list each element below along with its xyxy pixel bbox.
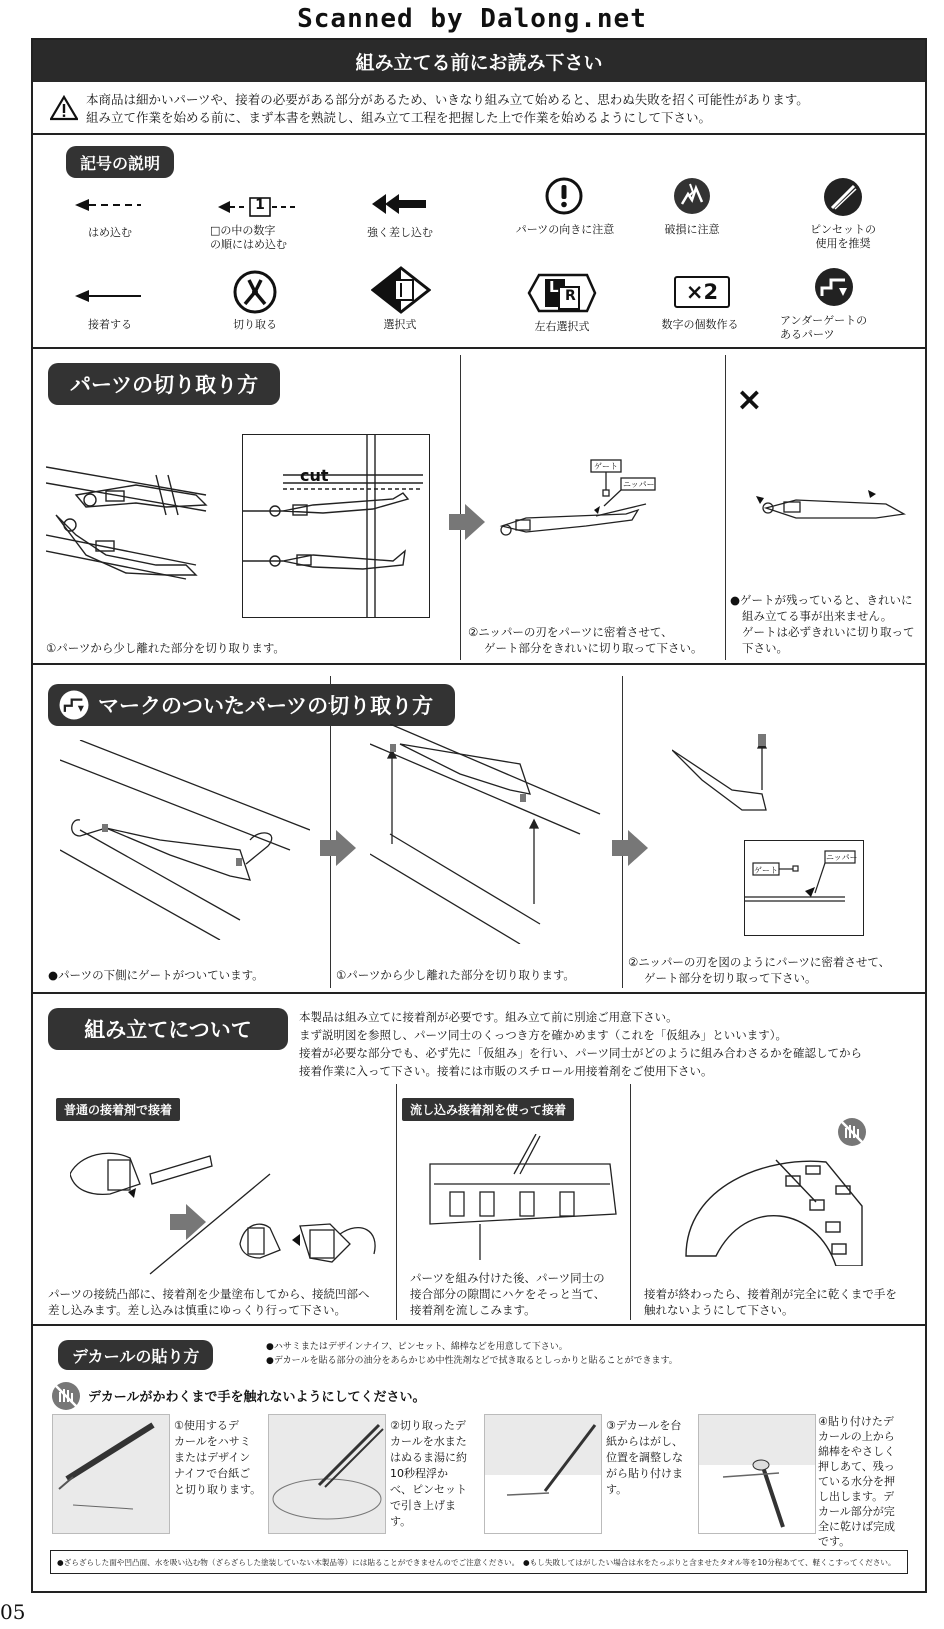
- divider: [31, 133, 927, 135]
- assembly-intro: [299, 1008, 919, 1080]
- marked-step-2-line-2: ゲート部分を切り取って下さい。: [644, 971, 817, 985]
- symbol-label: アンダーゲートの あるパーツ: [780, 314, 868, 341]
- decal-step-2-line: はぬるま湯に約: [390, 1451, 467, 1464]
- glue-dry-caption-1: 接着が終わったら、接着剤が完全に乾くまで手を: [644, 1287, 897, 1301]
- decal-place-photo: [484, 1414, 602, 1534]
- decal-step-4-line: し出します。デ: [818, 1490, 895, 1503]
- breakage-icon: [672, 176, 712, 216]
- decal-step-3: [606, 1418, 696, 1498]
- page-number: 05: [0, 1600, 26, 1624]
- decal-step-2-line: べ、ピンセット: [390, 1483, 467, 1496]
- decal-step-3-line: ③デカールを台: [606, 1419, 682, 1432]
- decal-step-2-line: ②切り取ったデ: [390, 1419, 466, 1432]
- divider: [725, 355, 726, 660]
- no-touch-icon: [50, 1380, 82, 1412]
- decal-step-4-line: カールの上から: [818, 1430, 895, 1443]
- scan-watermark: Scanned by Dalong.net: [297, 4, 647, 34]
- warning-triangle-icon: [50, 95, 78, 121]
- cutting-step-1: ①パーツから少し離れた部分を切り取ります。: [46, 641, 285, 655]
- cutting-note-line-1: ●ゲートが残っていると、きれいに: [730, 593, 913, 607]
- gate-label: ゲート: [754, 866, 778, 875]
- decal-title: デカールの貼り方: [58, 1340, 213, 1370]
- runner-frame-illustration: [60, 740, 310, 940]
- pour-glue-illustration: [420, 1134, 620, 1264]
- wrong-mark-icon: ×: [736, 380, 763, 418]
- divider: [31, 347, 927, 349]
- assembly-line-1: 本製品は組み立てに接着剤が必要です。組み立て前に別途ご用意下さい。: [299, 1010, 678, 1024]
- decal-step-2: [390, 1418, 484, 1530]
- decal-step-2-line: カールを水また: [390, 1435, 467, 1448]
- marked-note: ●パーツの下側にゲートがついています。: [48, 968, 264, 982]
- undergate-icon: [58, 689, 90, 721]
- symbol-label: 数字の個数作る: [661, 318, 739, 331]
- glue-pour-caption-3: 接着剤を流しこみます。: [410, 1303, 536, 1317]
- decal-note-1: ●ハサミまたはデザインナイフ、ピンセット、綿棒などを用意して下さい。: [266, 1342, 568, 1352]
- gate-label: ゲート: [594, 462, 618, 471]
- cutting-title: パーツの切り取り方: [48, 363, 280, 405]
- symbol-label: パーツの向きに注意: [515, 223, 615, 236]
- decal-cut-photo: [52, 1414, 170, 1534]
- cutting-note: [730, 592, 920, 656]
- glue-normal-label: 普通の接着剤で接着: [56, 1098, 180, 1121]
- decal-step-2-line: す。: [390, 1515, 412, 1528]
- numbered-arrow-number: 1: [255, 197, 265, 213]
- no-touch-icon: [836, 1116, 868, 1148]
- cut-label: cut: [300, 466, 329, 485]
- right-letter: R: [565, 288, 576, 304]
- decal-step-4-line: ている水分を押: [818, 1475, 895, 1488]
- cutting-step-2-line-1: ②ニッパーの刃をパーツに密着させて、: [468, 625, 673, 639]
- decal-step-4-line: カール部分が完: [818, 1505, 895, 1518]
- symbols-title: 記号の説明: [66, 146, 174, 178]
- symbol-label: 強く差し込む: [367, 226, 433, 239]
- symbol-label: 左右選択式: [534, 320, 590, 333]
- next-step-arrow-icon: [612, 828, 650, 868]
- nipper-label: ニッパー: [623, 480, 655, 489]
- left-right-icon: [527, 273, 597, 313]
- decal-step-1-line: またはデザイン: [174, 1451, 251, 1464]
- marked-parts-title: [48, 684, 455, 726]
- nipper-icon: [233, 270, 277, 314]
- decal-step-4-line: 綿棒をやさしく: [818, 1445, 895, 1458]
- decal-step-4-line: 押しあて、残っ: [818, 1460, 895, 1473]
- dashed-arrow-icon: [75, 198, 145, 212]
- undergate-icon: [813, 266, 855, 308]
- gate-nub-illustration: [672, 730, 782, 820]
- decal-water-photo: [268, 1414, 386, 1534]
- decal-step-1: [174, 1418, 266, 1498]
- left-letter: L: [549, 278, 559, 296]
- cutting-note-line-2: 組み立てる事が出来ません。: [742, 609, 893, 623]
- tweezers-icon: [822, 176, 864, 218]
- divider: [31, 992, 927, 994]
- gate-remains-illustration: [756, 478, 916, 538]
- symbol-label: 接着する: [88, 318, 132, 331]
- divider: [31, 1324, 927, 1326]
- decal-press-photo: [698, 1414, 816, 1534]
- nipper-label: ニッパー: [826, 853, 858, 862]
- decal-step-3-line: 位置を調整しな: [606, 1451, 683, 1464]
- glue-normal-caption-2: 差し込みます。差し込みは慎重にゆっくり行って下さい。: [48, 1303, 346, 1317]
- divider: [396, 1084, 397, 1320]
- double-arrow-icon: [372, 193, 428, 215]
- decal-step-4-line: 全に乾けば完成: [818, 1520, 895, 1533]
- selection-icon: [371, 266, 431, 314]
- runner-parts-illustration: [46, 455, 246, 605]
- decal-step-2-line: で引き上げま: [390, 1499, 456, 1512]
- symbol-label: 破損に注意: [664, 223, 720, 236]
- solid-arrow-icon: [75, 289, 145, 303]
- decal-step-1-line: カールをハサミ: [174, 1435, 251, 1448]
- next-step-arrow-icon: [320, 828, 358, 868]
- marked-step-1: ①パーツから少し離れた部分を切り取ります。: [336, 968, 575, 982]
- glue-pour-label: 流し込み接着剤を使って接着: [402, 1098, 574, 1121]
- warning-line-1: 本商品は細かいパーツや、接着の必要がある部分があるため、いきなり組み立て始めると、思わぬ失敗を招く可能性があります。: [86, 92, 809, 107]
- decal-step-1-line: ナイフで台紙ご: [174, 1467, 251, 1480]
- decal-step-2-line: 10秒程浮か: [390, 1467, 448, 1480]
- warning-text: [86, 91, 906, 127]
- marked-step-2-line-1: ②ニッパーの刃を図のようにパーツに密着させて、: [628, 955, 891, 969]
- cutting-note-line-4: 下さい。: [742, 641, 788, 655]
- assembled-part-illustration: [676, 1146, 866, 1266]
- next-step-arrow-icon: [449, 502, 487, 542]
- decal-step-3-line: す。: [606, 1483, 628, 1496]
- symbol-label: 切り取る: [233, 318, 277, 331]
- nipper-cut-illustration: [496, 448, 656, 548]
- glue-dry-caption-2: 触れないようにして下さい。: [644, 1303, 794, 1317]
- glue-normal-caption-1: パーツの接続凸部に、接着剤を少量塗布してから、接続凹部へ: [48, 1287, 370, 1301]
- decal-step-3-line: がら貼り付けま: [606, 1467, 683, 1480]
- decal-step-4-line: です。: [818, 1535, 851, 1548]
- assembly-title: 組み立てについて: [48, 1008, 288, 1050]
- decal-step-1-line: と切り取ります。: [174, 1483, 262, 1496]
- marked-parts-title-text: マークのついたパーツの切り取り方: [98, 694, 434, 718]
- symbol-label: はめ込む: [88, 226, 132, 239]
- divider: [31, 663, 927, 665]
- runner-cut-illustration: [370, 724, 610, 944]
- decal-warning: デカールがかわくまで手を触れないようにしてください。: [88, 1390, 426, 1405]
- symbol-label: 選択式: [383, 318, 417, 331]
- decal-footer-note: [50, 1550, 908, 1574]
- warning-line-2: 組み立て作業を始める前に、まず本書を熟読し、組み立て工程を把握した上で作業を始めるようにして下さい。: [86, 110, 712, 125]
- multiply-icon: ×2: [674, 276, 730, 308]
- next-step-arrow-icon: [170, 1202, 208, 1242]
- glue-apply-illustration: [70, 1134, 380, 1284]
- decal-step-4: [818, 1414, 908, 1549]
- glue-pour-caption-1: パーツを組み付けた後、パーツ同士の: [410, 1271, 605, 1285]
- assembly-line-4: 接着作業に入って下さい。接着には市販のスチロール用接着剤をご使用下さい。: [299, 1064, 713, 1078]
- cut-detail-inset: [242, 434, 430, 618]
- cutting-step-2-line-2: ゲート部分をきれいに切り取って下さい。: [484, 641, 703, 655]
- cutting-note-line-3: ゲートは必ずきれいに切り取って: [742, 625, 915, 639]
- page-title: 組み立てる前にお読み下さい: [33, 40, 925, 82]
- decal-step-4-line: ④貼り付けたデ: [818, 1415, 894, 1428]
- glue-pour-caption-2: 接合部分の隙間にハケをそっと当て、: [410, 1287, 606, 1301]
- assembly-line-2: まず説明図を参照し、パーツ同士のくっつき方を確かめます（これを「仮組み」といいます）。: [299, 1028, 788, 1042]
- decal-step-3-line: 紙からはがし、: [606, 1435, 683, 1448]
- symbol-label: ピンセットの 使用を推奨: [810, 223, 876, 250]
- symbol-label: □の中の数字 の順にはめ込む: [210, 224, 287, 251]
- decal-step-1-line: ①使用するデ: [174, 1419, 239, 1432]
- exclamation-circle-icon: [544, 176, 584, 216]
- divider: [630, 1084, 631, 1320]
- assembly-line-3: 接着が必要な部分でも、必ず先に「仮組み」を行い、パーツ同士がどのように組み合わさるかを確認してから: [299, 1046, 863, 1060]
- decal-note-2: ●デカールを貼る部分の油分をあらかじめ中性洗剤などで拭き取るとしっかりと貼ることができます。: [266, 1356, 678, 1366]
- decal-footer-text: ●ざらざらした面や凹凸面、水を吸い込む物（ざらざらした塗装していない木製品等）には貼ることができませんのでご注意ください。 ●もし失敗してはがしたい場合は水をたっぷりと含ませたタオル等を10分程あてて、軽くこすってください。: [57, 1557, 896, 1567]
